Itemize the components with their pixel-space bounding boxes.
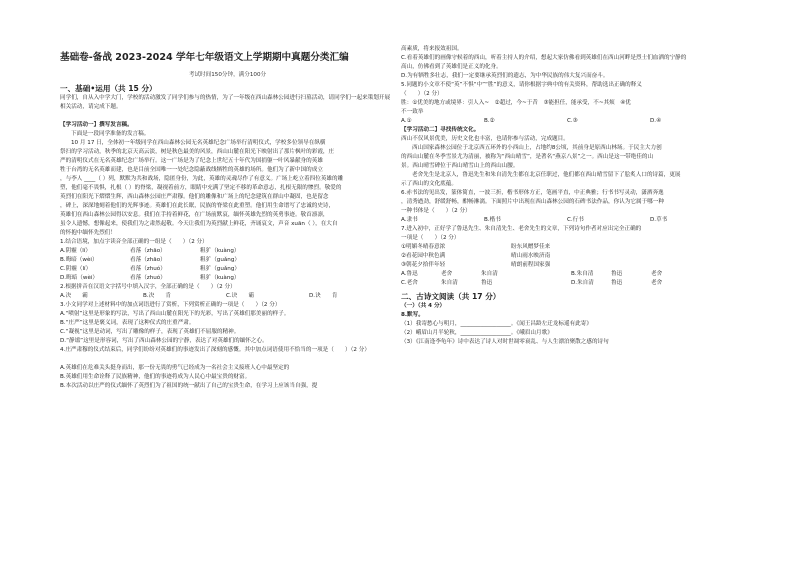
option-c-3: 鲁迅 [481,280,493,286]
option-c-3: 粗犷（guǎng） [200,266,240,272]
passage-line: ，与李人 ____（ ）列，默默为共和战场，隐匿身份，为此，英雄的灵魂尽作了有意义。广场上屹立着四位英雄的雕 [60,176,344,182]
option-d[interactable]: D.诀 肯 [309,293,338,299]
option-d-2: 看落（zhuó） [130,275,166,281]
fill-blank-line[interactable]: （3）《江南逢李龟年》诗中表达了诗人对时世凋零衰乱、与人生漂泊聚散之感的诗句 [401,339,609,345]
option-row [401,279,736,288]
text-line: 高山，仿佛看到了英雄们是正义的化身。 [401,64,502,70]
option-c-2: 看落（zhuó） [130,266,166,272]
paragraph-line: 老舍先生是北京人，鲁迅先生和朱自清先生都在北京任职过，他们都在西山晴雪留下了脍炙人口的诗篇，更展 [412,172,681,178]
passage [60,139,395,238]
option-a-2: 老舍 [441,271,453,277]
option-c[interactable]: C.行书 [567,217,584,223]
item-text: ③朝花夕拾伴年轻 [401,262,446,268]
option-d[interactable]: D.“静谧”这里是形容词，写出了西山森林公园的宁静，表达了对英雄们的缅怀之心。 [60,338,268,344]
option-d[interactable]: D.晦暗（wèi） [60,275,99,281]
paragraph-line: 西山国家森林公园位于北京西五环外的小西山上，占地约8公顷，其前身是原西山林场。于民主大力创 [412,145,662,151]
option-a-1: A.鲁迅 [401,271,418,277]
passage-line: ，碑上，深深地刻着他们的光辉事迹。英雄们在此长眠，民族的脊梁在此重塑。他们用生命谱写了忠诚的史诗， [60,203,335,209]
option-c[interactable]: C.诀 霸 [226,293,255,299]
fill-blank-line[interactable]: （2）峨眉山月半轮秋，__________________。《峨眉山月歌》 [401,330,553,336]
passage-line: 英烈们在阳光下熠熠生辉，西山森林公园庄严肃穆。他们的雕像和广场上的纪念建筑在群山中凝固，也是留念 [60,194,329,200]
item-row [401,261,736,270]
option-a-2: 看落（zhāo） [130,248,166,254]
fill-blank-line[interactable]: （1）我寄愁心与明月，__________________。《闻王昌龄左迁龙标遥有此寄》 [401,321,592,327]
option-row [60,292,395,301]
question-1: 1.结合语境，加点字读音全部正确的一组是（ ）（2 分） [60,239,208,245]
option-d[interactable] [571,279,662,288]
paragraph-line: 景。西山晴雪碑位于西山晴雪山上的西山山腰。 [401,163,519,169]
option-a[interactable]: A.决 霸 [60,293,88,299]
option-c[interactable]: C.阴霾（lí） [60,266,92,272]
paragraph-line: 的西山山麓在冬季雪景尤为清丽，被称为“西山晴雪”，是著名“燕京八景”之一。西山是这一带绝佳的山 [401,154,654,160]
option-c-2: 朱自清 [441,280,458,286]
option-a-3: 朱自清 [481,271,498,277]
option-c[interactable]: C.“凝视”这里是动词，写出了雕像的样子，表现了英雄们不屈服的精神。 [60,329,240,335]
option-a[interactable]: A.隶书 [401,217,418,223]
passage-line: 虽令人遗憾，想像起来，使我们为之肃然起敬。今天让我们为英烈献上鲜花，齐诵哀文，声音 xuān（ ），在大自 [60,221,338,227]
option-row [60,256,395,265]
option-c[interactable]: C.③ [567,118,578,124]
question-8: 8.默写。 [401,312,424,318]
question-3: 3.小文同学对上述材料中的加点词语进行了赏析，下列赏析正确的一项是（ ）（2 分） [60,302,281,308]
question-4: 4.庄严肃穆的仪式结束后，同学们纷纷对英雄们的事迹发出了深刻的感慨。其中加点词语使用不恰当的一项是（ ）（2 分） [60,347,370,353]
option-row [60,274,395,283]
option-c[interactable]: B.本次活动以庄严的仪式缅怀了英烈们为了祖国的统一献出了自己的宝贵生命，在学习上应该当自强，提 [60,383,318,389]
passage-line: 牲于台湾的无名英雄而建，也是目前全国唯一一处纪念隐蔽战线牺牲的英雄的场所。他们为了新中国的成立 [60,167,323,173]
option-b[interactable] [571,270,662,279]
question-2: 2.根据拼音在汉语文字括号中填入汉字，全部正确的是（ ）（2 分） [60,284,236,290]
option-row [401,216,736,225]
section-intro: 同学们，自从入中学大门，学校的活动激发了同学们参与的热情，为了一年级在西山森林公园进行扫墓活动，请同学们一起来策划开展相关活动，请完成下题。 [60,95,391,110]
option-d[interactable]: D.草书 [650,217,668,223]
passage-line: 塑，他们毫不畏惧，扎根（ ）的脊梁，凝视着前方，眼睛中充满了坚定不移的革命意志，扎根无限的惨烈。敬爱的 [60,185,342,191]
option-row [60,265,395,274]
option-a[interactable]: A.阴霾（lí） [60,248,91,254]
definition-line: 胜：①优美的地方或境界：引人入~ ②超过，今~于昔 ③能担任，能承受，不~其烦 ④优 [401,100,631,106]
option-b-2: 看落（zhāo） [130,257,166,263]
option-b-3: 老舍 [651,271,663,277]
item-row [401,252,736,261]
item-text: 晴朗前程国家强 [511,262,551,268]
option-d-3: 粗犷（kuàng） [200,275,240,281]
question-6-line: 一种书体是（ ）（2 分） [401,208,471,214]
option-c[interactable] [401,279,571,288]
option-b[interactable]: B.“庄严”这里是褒义词，表现了这种仪式的庄重严肃。 [60,320,195,326]
option-c[interactable]: C.看着英雄们的画像守候着的西山，听着主持人的介绍，想起大家仿佛看到英雄们在西山河畔是烈士们血洒的宁静的 [401,55,687,61]
question-7: 7.进入初中，正好学了鲁迅先生、朱自清先生、老舍先生的文章，下列诗句作者对应出完全正确的 [401,226,642,232]
item-text: ①明媚冬晴春意浓 [401,244,446,250]
option-row [401,117,736,126]
task-text-1: 下面是一段同学准备的发言稿。 [71,131,150,137]
option-a[interactable]: A.“喷射”这里是形象的写法，写出了西山山麓在阳光下的光彩，写出了英雄们那美丽的样子。 [60,311,290,317]
task-intro-2: 西山不仅风景优美，历史文化也丰富，也请你参与活动，完成题目。 [401,136,569,142]
part-heading: （一）（共 4 分） [401,303,446,309]
question-5: 5.同题的小文章不使“英”不惧“中”“胜”的意义，请你根据字典中的有关资料，帮助选出正确的释义 [401,82,642,88]
option-c-1: C.老舍 [401,280,418,286]
option-b[interactable]: B.楷书 [484,217,501,223]
option-d[interactable]: D.④ [650,118,662,124]
item-text: 盼东风赠梦佳来 [511,244,551,250]
exam-info: 考试时间150分钟，满分100分 [188,72,267,78]
passage-line: 严的清明仪式在无名英雄纪念广场举行。这一广场是为了纪念上世纪五十年代为国捐躯一叶风暴献身的英雄 [60,158,323,164]
question-6-line: ，清秀遒劲，舒缓舒畅，酣畅淋漓。下面照片中出现在西山森林公园的石碑书法作品，你认为它属于哪一种 [401,199,664,205]
option-d[interactable]: D.为有牺牲多壮志，我们一定要继承英烈们的遗志，为中华民族的伟大复兴而奋斗。 [401,73,609,79]
section-heading-2: 二、古诗文阅读（共 17 分） [401,292,501,301]
option-b[interactable]: B.晦暗（wèi） [60,257,98,263]
option-d-2: 鲁迅 [611,280,623,286]
item-text: ②看花园中秋色满 [401,253,446,259]
passage-line: 的怀抱中缅怀先烈们！ [60,230,116,236]
task-label-1: 【学习活动一】撰写发言稿。 [60,122,133,128]
question-5-score: （ ）（2 分） [401,91,443,97]
option-b[interactable]: B.决 肯 [143,293,171,299]
option-b[interactable]: B.② [484,118,495,124]
item-text: 晴山雨水映济南 [511,253,551,259]
definition-line: 不一致举 [401,109,424,115]
left-column [60,0,395,391]
option-b[interactable]: B.英雄们用生命诠释了民族精神，他们的事迹将成为人民心中最宝贵的财富。 [60,374,251,380]
item-row [401,243,736,252]
passage-line: 祭扫的学习活动，秋季的北京天高云淡，树是秋色最美的风景，西山山麓在阳光下映射出了那片枫叶的彩霞，庄 [60,149,335,155]
option-a-3: 粗犷（kuàng） [200,248,240,254]
passage-line: 英雄们在西山森林公园得以安息。我们在手持着鲜花，在广场前默哀，缅怀英雄先烈的英勇事迹。敬首凛凛， [60,212,329,218]
question-6: 6.赤书法的见出发，篆体简直，一波三折，楷书形体方正，笔画平直，中正典雅；行书书写灵动，潇洒奔逸 [401,190,664,196]
right-column [401,45,736,347]
paragraph-line: 示了西山的文化底蕴。 [401,181,457,187]
page-title: 基础卷-备战 2023-2024 学年七年级语文上学期期中真题分类汇编 [60,52,349,63]
option-a[interactable]: A.① [401,118,412,124]
option-b-3: 粗犷（guǎng） [200,257,240,263]
option-a[interactable]: A.英雄们在危难关头挺身而出，那一份无畏的勇气已经成为一名社会主义接班人心中最坚定的 [60,365,290,371]
option-a[interactable] [401,270,571,279]
option-d-3: 老舍 [651,280,663,286]
passage-line: 10 月 17 日，全体初一年级同学在西山森林公园无名英雄纪念广场举行清明仪式，学校多位领导在纵横 [71,140,326,146]
section-heading-1: 一、基础•运用（共 15 分） [60,84,157,93]
option-b-1: B.朱自清 [571,271,594,277]
option-row [60,247,395,256]
option-row [401,270,736,279]
task-label-2: 【学习活动二】寻找传统文化。 [401,127,480,133]
option-b-2: 鲁迅 [611,271,623,277]
option-d-1: D.朱自清 [571,280,594,286]
text-line: 高素质，将来报效祖国。 [401,46,463,52]
question-7-line: 一项是（ ）（2 分） [401,235,460,241]
